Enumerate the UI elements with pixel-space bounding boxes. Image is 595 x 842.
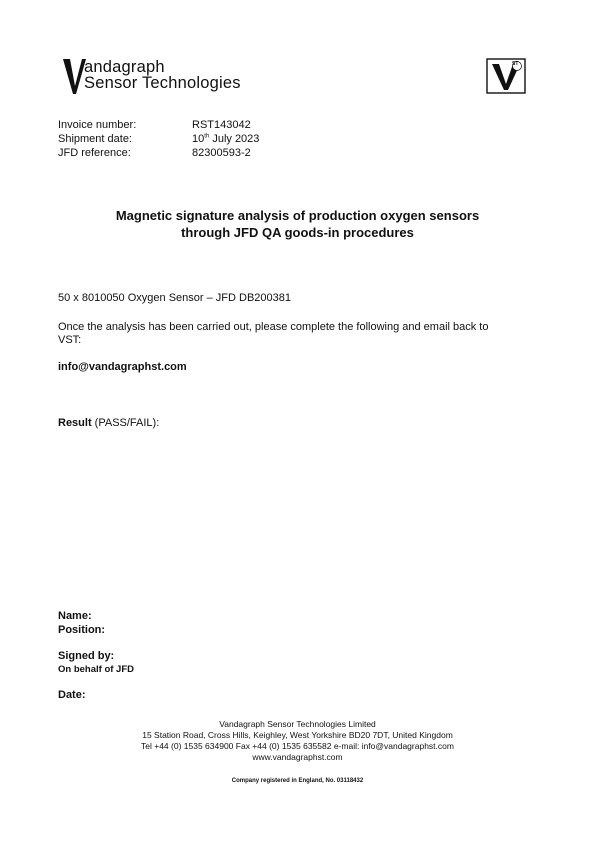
result-hint: (PASS/FAIL): [91, 417, 160, 429]
result-field [58, 417, 159, 430]
date-label: Date: [58, 689, 86, 701]
signed-by-label: Signed by: [58, 650, 115, 662]
brand-name-line1: andagraph [84, 58, 165, 76]
on-behalf-label: On behalf of JFD [58, 664, 134, 675]
shipment-date-value: 10th July 2023 [192, 133, 260, 145]
jfd-reference-value: 82300593-2 [192, 147, 251, 159]
title-line-1: Magnetic signature analysis of production oxygen sensors [115, 208, 480, 223]
vst-badge-logo [486, 58, 526, 94]
company-logo [62, 56, 302, 98]
invoice-number-value: RST143042 [192, 119, 251, 131]
title-line-2: through JFD QA goods-in procedures [181, 225, 414, 240]
footer-registration: Company registered in England, No. 03118432 [231, 778, 364, 784]
instructions-line-2: VST: [58, 334, 82, 346]
shipment-date-label: Shipment date: [58, 133, 132, 145]
instructions-line-1: Once the analysis has been carried out, please complete the following and email back to [58, 321, 489, 333]
name-label: Name: [58, 610, 92, 622]
result-label: Result [58, 417, 92, 429]
jfd-reference-label: JFD reference: [58, 147, 131, 159]
position-label: Position: [58, 624, 106, 636]
product-line: 50 x 8010050 Oxygen Sensor – JFD DB200381 [58, 292, 291, 304]
badge-label: ST [512, 61, 519, 67]
brand-name-line2: Sensor Technologies [84, 74, 241, 92]
instructions [58, 321, 548, 347]
footer-company: Vandagraph Sensor Technologies Limited [219, 719, 376, 729]
document-title [0, 207, 595, 241]
footer-website[interactable]: www.vandagraphst.com [252, 752, 343, 762]
invoice-number-label: Invoice number: [58, 119, 137, 131]
footer-contact: Tel +44 (0) 1535 634900 Fax +44 (0) 1535 635582 e-mail: info@vandagraphst.com [141, 741, 454, 751]
footer-address: 15 Station Road, Cross Hills, Keighley, West Yorkshire BD20 7DT, United Kingdom [142, 730, 453, 740]
contact-email[interactable]: info@vandagraphst.com [58, 361, 187, 373]
